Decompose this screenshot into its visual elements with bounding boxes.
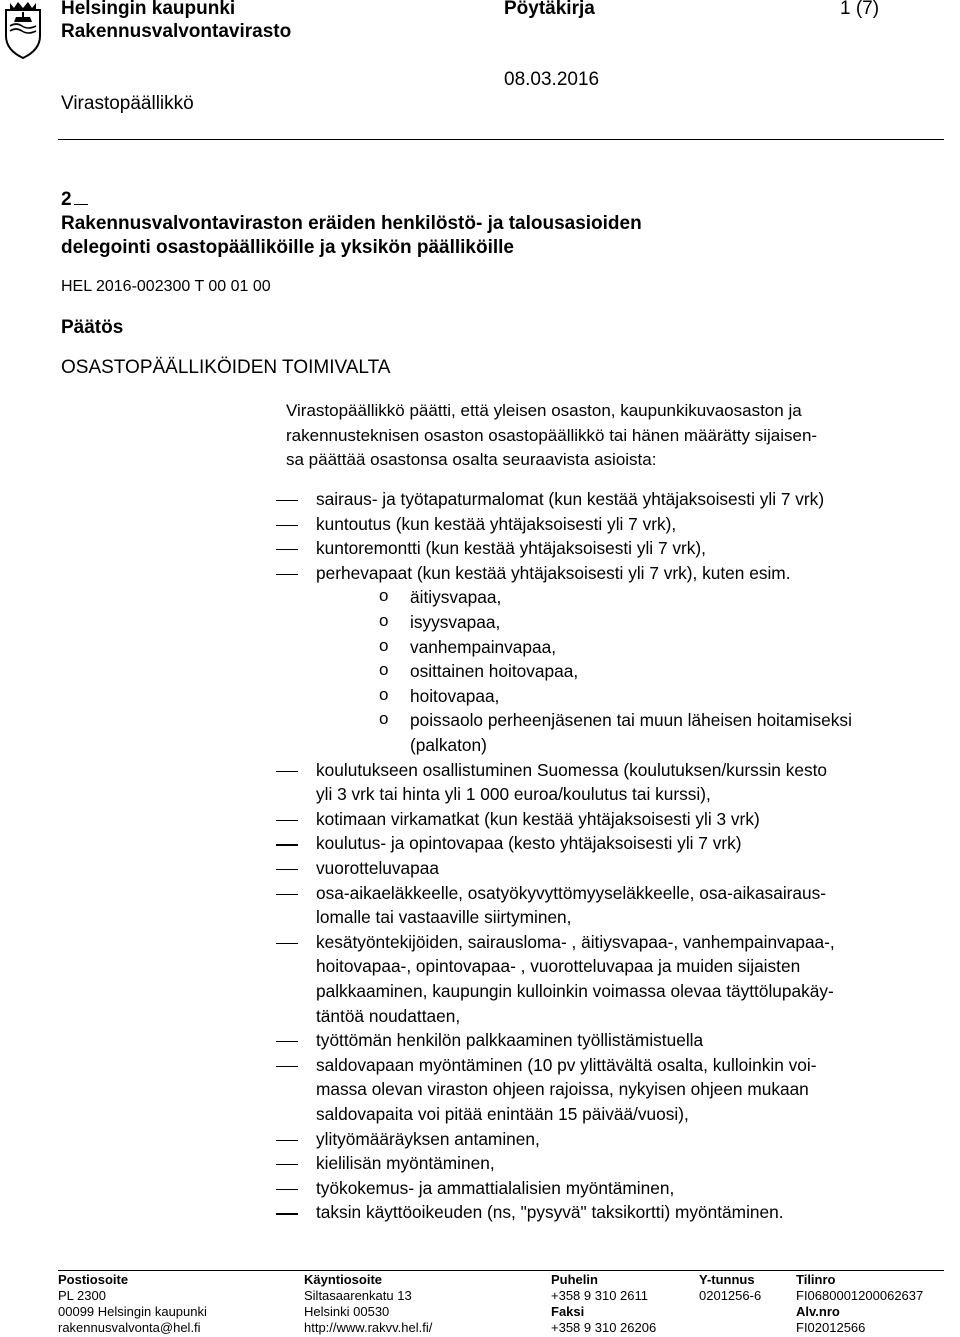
dash-bullet-icon [276, 1164, 298, 1165]
meeting-date: 08.03.2016 [504, 69, 600, 90]
sub-list-item: poissaolo perheenjäsenen tai muun läheisen hoitamiseksi [410, 710, 852, 731]
list-item: työttömän henkilön palkkaaminen työllistämistuella [316, 1030, 704, 1051]
list-item: kesätyöntekijöiden, sairausloma- , äitiysvapaa-, vanhempainvapaa-, [316, 931, 835, 952]
list-item: koulutus- ja opintovapaa (kesto yhtäjaksoisesti yli 7 vrk) [316, 833, 742, 854]
intro-line: Virastopäällikkö päätti, että yleisen osaston, kaupunkikuvaosaston ja [286, 401, 802, 420]
sub-list-item: isyysvapaa, [410, 612, 501, 632]
footer-phone-heading: Puhelin [551, 1272, 598, 1287]
item-title-line-1: Rakennusvalvontaviraston eräiden henkilöstö- ja talousasioiden [61, 213, 642, 234]
dash-bullet-icon [276, 549, 298, 550]
list-item: koulutukseen osallistuminen Suomessa (koulutuksen/kurssin kesto [316, 759, 828, 780]
intro-line: rakennusteknisen osaston osastopäällikkö tai hänen määrätty sijaisen- [286, 425, 818, 445]
list-item: kotimaan virkamatkat (kun kestää yhtäjaksoisesti yli 3 vrk) [316, 808, 760, 829]
dash-bullet-icon [276, 771, 298, 772]
item-number: 2 [61, 188, 88, 212]
helsinki-coat-of-arms-logo [0, 0, 46, 62]
list-item: taksin käyttöoikeuden (ns, "pysyvä" taksikortti) myöntäminen. [316, 1202, 784, 1223]
circle-bullet-icon: o [379, 611, 389, 630]
list-item: kuntoremontti (kun kestää yhtäjaksoisesti yli 7 vrk), [316, 538, 706, 559]
circle-bullet-icon: o [379, 635, 389, 655]
org-name: Helsingin kaupunki [61, 0, 236, 19]
list-item: kielilisän myöntäminen, [316, 1153, 495, 1174]
list-item: massa olevan viraston ohjeen rajoissa, nykyisen ohjeen mukaan [316, 1079, 809, 1100]
subsection-heading: OSASTOPÄÄLLIKÖIDEN TOIMIVALTA [61, 357, 391, 378]
dash-bullet-icon [276, 844, 298, 845]
sub-list-item: vanhempainvapaa, [410, 636, 557, 657]
footer-visit-heading: Käyntiosoite [304, 1272, 383, 1287]
list-item: kuntoutus (kun kestää yhtäjaksoisesti yli 7 vrk), [316, 513, 677, 534]
dash-bullet-icon [276, 1213, 298, 1214]
list-item: täntöä noudattaen, [316, 1005, 461, 1026]
footer-vat-number: FI02012566 [796, 1320, 866, 1335]
footer-postal-heading: Postiosoite [58, 1272, 129, 1287]
dash-bullet-icon [276, 943, 298, 944]
footer-business-id: 0201256-6 [699, 1288, 762, 1303]
list-item: osa-aikaeläkkeelle, osatyökyvyttömyyseläkkeelle, osa-aikasairaus- [316, 882, 827, 903]
footer-account-number: FI0680001200062637 [796, 1288, 924, 1303]
list-item: palkkaaminen, kaupungin kulloinkin voimassa olevaa täyttölupakäy- [316, 981, 834, 1001]
dash-bullet-icon [276, 525, 298, 526]
footer-account-heading: Tilinro [796, 1272, 836, 1287]
unit-name: Rakennusvalvontavirasto [61, 21, 292, 42]
sub-list-item: hoitovapaa, [410, 685, 500, 706]
footer-postal-box: PL 2300 [58, 1288, 106, 1303]
footer-phone: +358 9 310 2611 [551, 1288, 648, 1303]
list-item: saldovapaita voi pitää enintään 15 päivää/vuosi), [316, 1104, 689, 1124]
dash-bullet-icon [276, 574, 298, 575]
list-item: saldovapaan myöntäminen (10 pv ylittävältä osalta, kulloinkin voi- [316, 1054, 817, 1075]
footer-website-link[interactable]: http://www.rakvv.hel.fi/ [304, 1320, 433, 1335]
dash-bullet-icon [276, 1140, 298, 1141]
circle-bullet-icon: o [379, 586, 389, 606]
list-item: yli 3 vrk tai hinta yli 1 000 euroa/koulutus tai kurssi), [316, 784, 711, 805]
record-id: HEL 2016-002300 T 00 01 00 [61, 278, 271, 295]
section-heading: Päätös [61, 317, 124, 338]
footer-fax: +358 9 310 26206 [551, 1320, 657, 1335]
footer-business-id-heading: Y-tunnus [699, 1272, 755, 1287]
intro-line: sa päättää osastonsa osalta seuraavista asioista: [286, 450, 657, 469]
footer-fax-heading: Faksi [551, 1304, 585, 1319]
list-item: hoitovapaa-, opintovapaa- , vuorotteluvapaa ja muiden sijaisten [316, 956, 801, 977]
dash-bullet-icon [276, 820, 298, 821]
footer-city: Helsinki 00530 [304, 1304, 390, 1319]
sub-list-item: osittainen hoitovapaa, [410, 661, 579, 682]
dash-bullet-icon [276, 1189, 298, 1190]
footer-email: rakennusvalvonta@hel.fi [58, 1320, 201, 1335]
footer-postal-city: 00099 Helsingin kaupunki [58, 1304, 207, 1319]
sub-list-item: (palkaton) [410, 735, 487, 755]
document-type: Pöytäkirja [504, 0, 595, 19]
circle-bullet-icon: o [379, 709, 389, 729]
footer-vat-heading: Alv.nro [796, 1304, 840, 1319]
list-item: ylityömääräyksen antaminen, [316, 1128, 540, 1149]
dash-bullet-icon [276, 1066, 298, 1067]
circle-bullet-icon: o [379, 660, 389, 680]
dash-bullet-icon [276, 1041, 298, 1042]
list-item: työkokemus- ja ammattialalisien myöntäminen, [316, 1177, 675, 1198]
sub-list-item: äitiysvapaa, [410, 587, 502, 608]
footer-divider [58, 1270, 944, 1271]
list-item: perhevapaat (kun kestää yhtäjaksoisesti yli 7 vrk), kuten esim. [316, 562, 791, 583]
dash-bullet-icon [276, 869, 298, 870]
list-item: vuorotteluvapaa [316, 858, 439, 878]
header-divider [58, 139, 944, 140]
footer-street: Siltasaarenkatu 13 [304, 1288, 412, 1303]
page-number: 1 (7) [840, 0, 880, 19]
decision-maker: Virastopäällikkö [61, 93, 194, 114]
dash-bullet-icon [276, 894, 298, 895]
list-item: sairaus- ja työtapaturmalomat (kun kestää yhtäjaksoisesti yli 7 vrk) [316, 489, 825, 509]
dash-bullet-icon [276, 500, 298, 501]
item-title-line-2: delegointi osastopäälliköille ja yksikön päälliköille [61, 237, 514, 258]
list-item: lomalle tai vastaaville siirtyminen, [316, 907, 572, 928]
circle-bullet-icon: o [379, 684, 389, 704]
